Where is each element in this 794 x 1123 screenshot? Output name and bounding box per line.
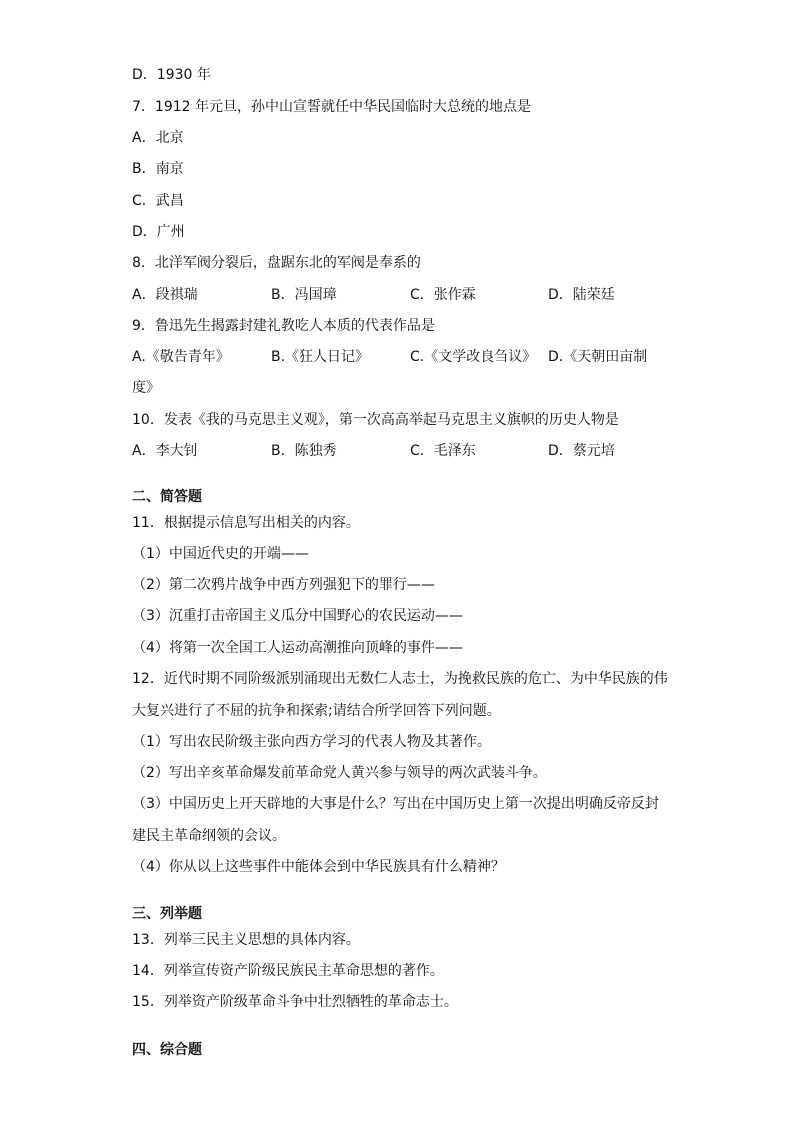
q7-option-c: C．武昌 <box>132 193 184 209</box>
q8-option-a: A．段祺瑞 <box>132 287 198 303</box>
q8-option-c: C．张作霖 <box>410 287 476 303</box>
q12-stem-line-2: 大复兴进行了不屈的抗争和探索;请结合所学回答下列问题。 <box>132 703 501 719</box>
q7-option-b: B．南京 <box>132 161 184 177</box>
q11-item-4: （4）将第一次全国工人运动高潮推向顶峰的事件—— <box>132 640 463 656</box>
q7-option-a: A．北京 <box>132 130 184 146</box>
q11-stem: 11．根据提示信息写出相关的内容。 <box>132 515 360 531</box>
q9-option-d: D.《天朝田亩制 <box>548 349 648 365</box>
q9-option-d-wrap: 度》 <box>132 380 160 396</box>
section-2-heading: 二、简答题 <box>132 489 202 505</box>
q8-stem: 8．北洋军阀分裂后，盘踞东北的军阀是奉系的 <box>132 255 421 271</box>
q12-item-2: （2）写出辛亥革命爆发前革命党人黄兴参与领导的两次武装斗争。 <box>132 765 547 781</box>
q12-item-4: （4）你从以上这些事件中能体会到中华民族具有什么精神？ <box>132 859 505 875</box>
q10-option-b: B．陈独秀 <box>271 443 337 459</box>
q12-item-3-wrap: 建民主革命纲领的会议。 <box>132 828 286 844</box>
q13-stem: 13．列举三民主义思想的具体内容。 <box>132 932 360 948</box>
q8-option-d: D．陆荣廷 <box>548 287 615 303</box>
q10-option-a: A．李大钊 <box>132 443 198 459</box>
q8-option-b: B．冯国璋 <box>271 287 337 303</box>
q10-option-d: D．蔡元培 <box>548 443 615 459</box>
q9-option-b: B.《狂人日记》 <box>271 349 370 365</box>
q10-stem: 10．发表《我的马克思主义观》，第一次高高举起马克思主义旗帜的历史人物是 <box>132 412 619 428</box>
q6-option-d: D．1930 年 <box>132 67 211 83</box>
q10-option-c: C．毛泽东 <box>410 443 476 459</box>
q12-stem-line-1: 12．近代时期不同阶级派别涌现出无数仁人志士，为挽救民族的危亡、为中华民族的伟 <box>132 671 668 687</box>
q12-item-1: （1）写出农民阶级主张向西方学习的代表人物及其著作。 <box>132 734 491 750</box>
q11-item-1: （1）中国近代史的开端—— <box>132 546 309 562</box>
q7-option-d: D．广州 <box>132 224 185 240</box>
q9-stem: 9．鲁迅先生揭露封建礼教吃人本质的代表作品是 <box>132 318 435 334</box>
q11-item-3: （3）沉重打击帝国主义瓜分中国野心的农民运动—— <box>132 608 463 624</box>
section-3-heading: 三、列举题 <box>132 906 202 922</box>
section-4-heading: 四、综合题 <box>132 1042 202 1058</box>
q9-option-c: C.《文学改良刍议》 <box>410 349 537 365</box>
q12-item-3: （3）中国历史上开天辟地的大事是什么？写出在中国历史上第一次提出明确反帝反封 <box>132 796 659 812</box>
q9-option-a: A.《敬告青年》 <box>132 349 230 365</box>
q7-stem: 7．1912 年元旦，孙中山宣誓就任中华民国临时大总统的地点是 <box>132 99 531 115</box>
q14-stem: 14．列举宣传资产阶级民族民主革命思想的著作。 <box>132 963 444 979</box>
q11-item-2: （2）第二次鸦片战争中西方列强犯下的罪行—— <box>132 577 435 593</box>
q15-stem: 15．列举资产阶级革命斗争中壮烈牺牲的革命志士。 <box>132 994 458 1010</box>
